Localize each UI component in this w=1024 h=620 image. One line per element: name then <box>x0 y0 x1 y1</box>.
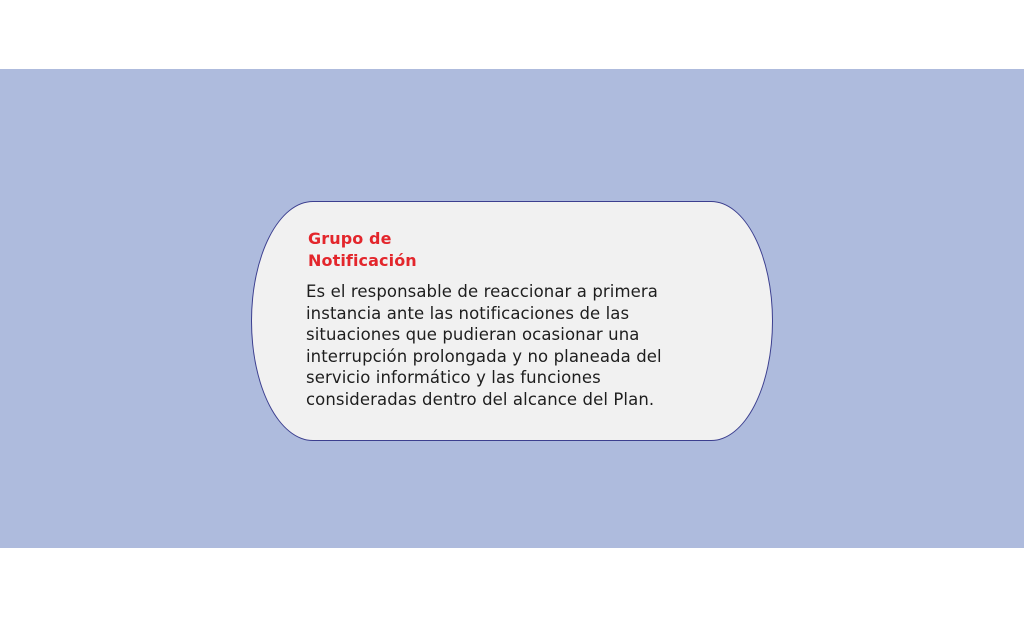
card-description-line: Es el responsable de reaccionar a primera <box>306 282 658 301</box>
card-title <box>308 228 548 272</box>
card-description-line: consideradas dentro del alcance del Plan. <box>306 389 655 409</box>
card-description-line: servicio informático y las funciones <box>306 368 601 388</box>
card-description <box>306 281 716 411</box>
card-title-line-2: Notificación <box>308 251 417 270</box>
card-title-line-1: Grupo de <box>308 229 392 248</box>
card-description-line: instancia ante las notificaciones de las <box>306 303 630 323</box>
card-description-line: interrupción prolongada y no planeada del <box>306 346 662 366</box>
card-description-line: situaciones que pudieran ocasionar una <box>306 325 640 345</box>
